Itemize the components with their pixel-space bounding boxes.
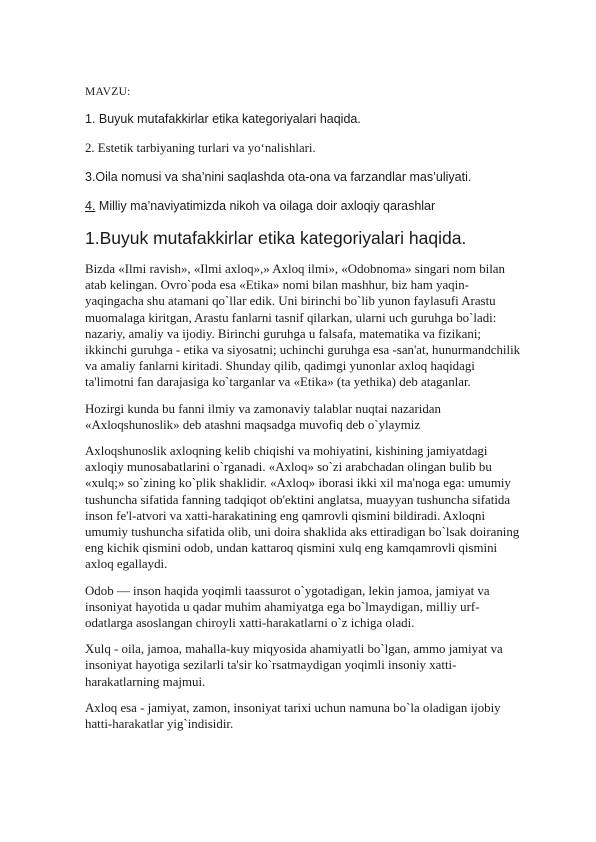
section-heading: 1.Buyuk mutafakkirlar etika kategoriyalari haqida. (85, 228, 467, 248)
paragraph-1: Bizda «Ilmi ravish», «Ilmi axloq»,» Axloq ilmi», «Odobnoma» singari nom bilan atab kelingan. Ovro`poda esa «Etika» nomi bilan mashhur, biz ham yaqin-yaqingacha shu atamani qo`llar edik. Uni birinchi bo`lib yunon faylasufi Arastu muomalaga kiritgan, Arastu fanlarni tasnif qilarkan, ularni uch guruhga bo`ladi: nazariy, amaliy va ijodiy. Birinchi guruhga u falsafa, matematika va fizikani; ikkinchi guruhga - etika va siyosatni; uchinchi guruhga esa -san'at, hunurmandchilik va amaliy fanlarni kiritadi. Shunday qilib, qadimgi yunonlar axloq haqidagi ta'limotni fan darajasiga ko`targanlar va «Etika» (ta yethika) deb ataganlar. (85, 262, 521, 390)
paragraph-4: Odob — inson haqida yoqimli taassurot o`ygotadigan, lekin jamoa, jamiyat va insoniyat hayotida u qadar muhim ahamiyatga ega bo`lmaydigan, milliy urf-odatlarga asoslangan chiroyli xatti-harakatlarni o`z ichiga oladi. (85, 583, 490, 631)
topic-4-text: Milliy ma’naviyatimizda nikoh va oilaga doir axloqiy qarashlar (95, 199, 436, 213)
topic-4-number: 4. (85, 199, 96, 213)
topic-4 (85, 198, 525, 214)
topic-1: 1. Buyuk mutafakkirlar etika kategoriyalari haqida. (85, 112, 361, 126)
topic-3: 3.Oila nomusi va sha’nini saqlashda ota-ona va farzandlar mas’uliyati. (85, 170, 472, 184)
paragraph-3: Axloqshunoslik axloqning kelib chiqishi va mohiyatini, kishining jamiyatdagi axloqiy munosabatlarini o`rganadi. «Axloq» so`zi arabchadan olingan bulib bu «xulq;» so`zining ko`plik shaklidir. «Axloq» iborasi ikki xil ma'noga ega: umumiy tushuncha sifatida fanning tadqiqot ob'ektini anglatsa, muayyan tushuncha sifatida inson fe'l-atvori va xatti-harakatining eng qamrovli qismini bildiradi. Axloqni umumiy tushuncha sifatida olib, uni doira shaklida aks ettiradigan bo`lsak doiraning eng kichik qismini odob, undan kattaroq qismini xulq eng kamqamrovli qismini axloq egallaydi. (85, 444, 520, 572)
paragraph-2: Hozirgi kunda bu fanni ilmiy va zamonaviy talablar nuqtai nazaridan «Axloqshunoslik» deb atashni maqsadga muvofiq deb o`ylaymiz (85, 401, 441, 432)
mavzu-label: MAVZU: (85, 86, 131, 98)
document-page (85, 86, 525, 742)
paragraph-6: Axloq esa - jamiyat, zamon, insoniyat tarixi uchun namuna bo`la oladigan ijobiy hatti-harakatlar yig`indisidir. (85, 700, 501, 732)
paragraph-5: Xulq - oila, jamoa, mahalla-kuy miqyosida ahamiyatli bo`lgan, ammo jamiyat va insoniyat hayotiga sezilarli ta'sir ko`rsatmaydigan yoqimli insoniy xatti-harakatlarning majmui. (85, 642, 503, 689)
topic-2: 2. Estetik tarbiyaning turlari va yo‘nalishlari. (85, 141, 316, 155)
